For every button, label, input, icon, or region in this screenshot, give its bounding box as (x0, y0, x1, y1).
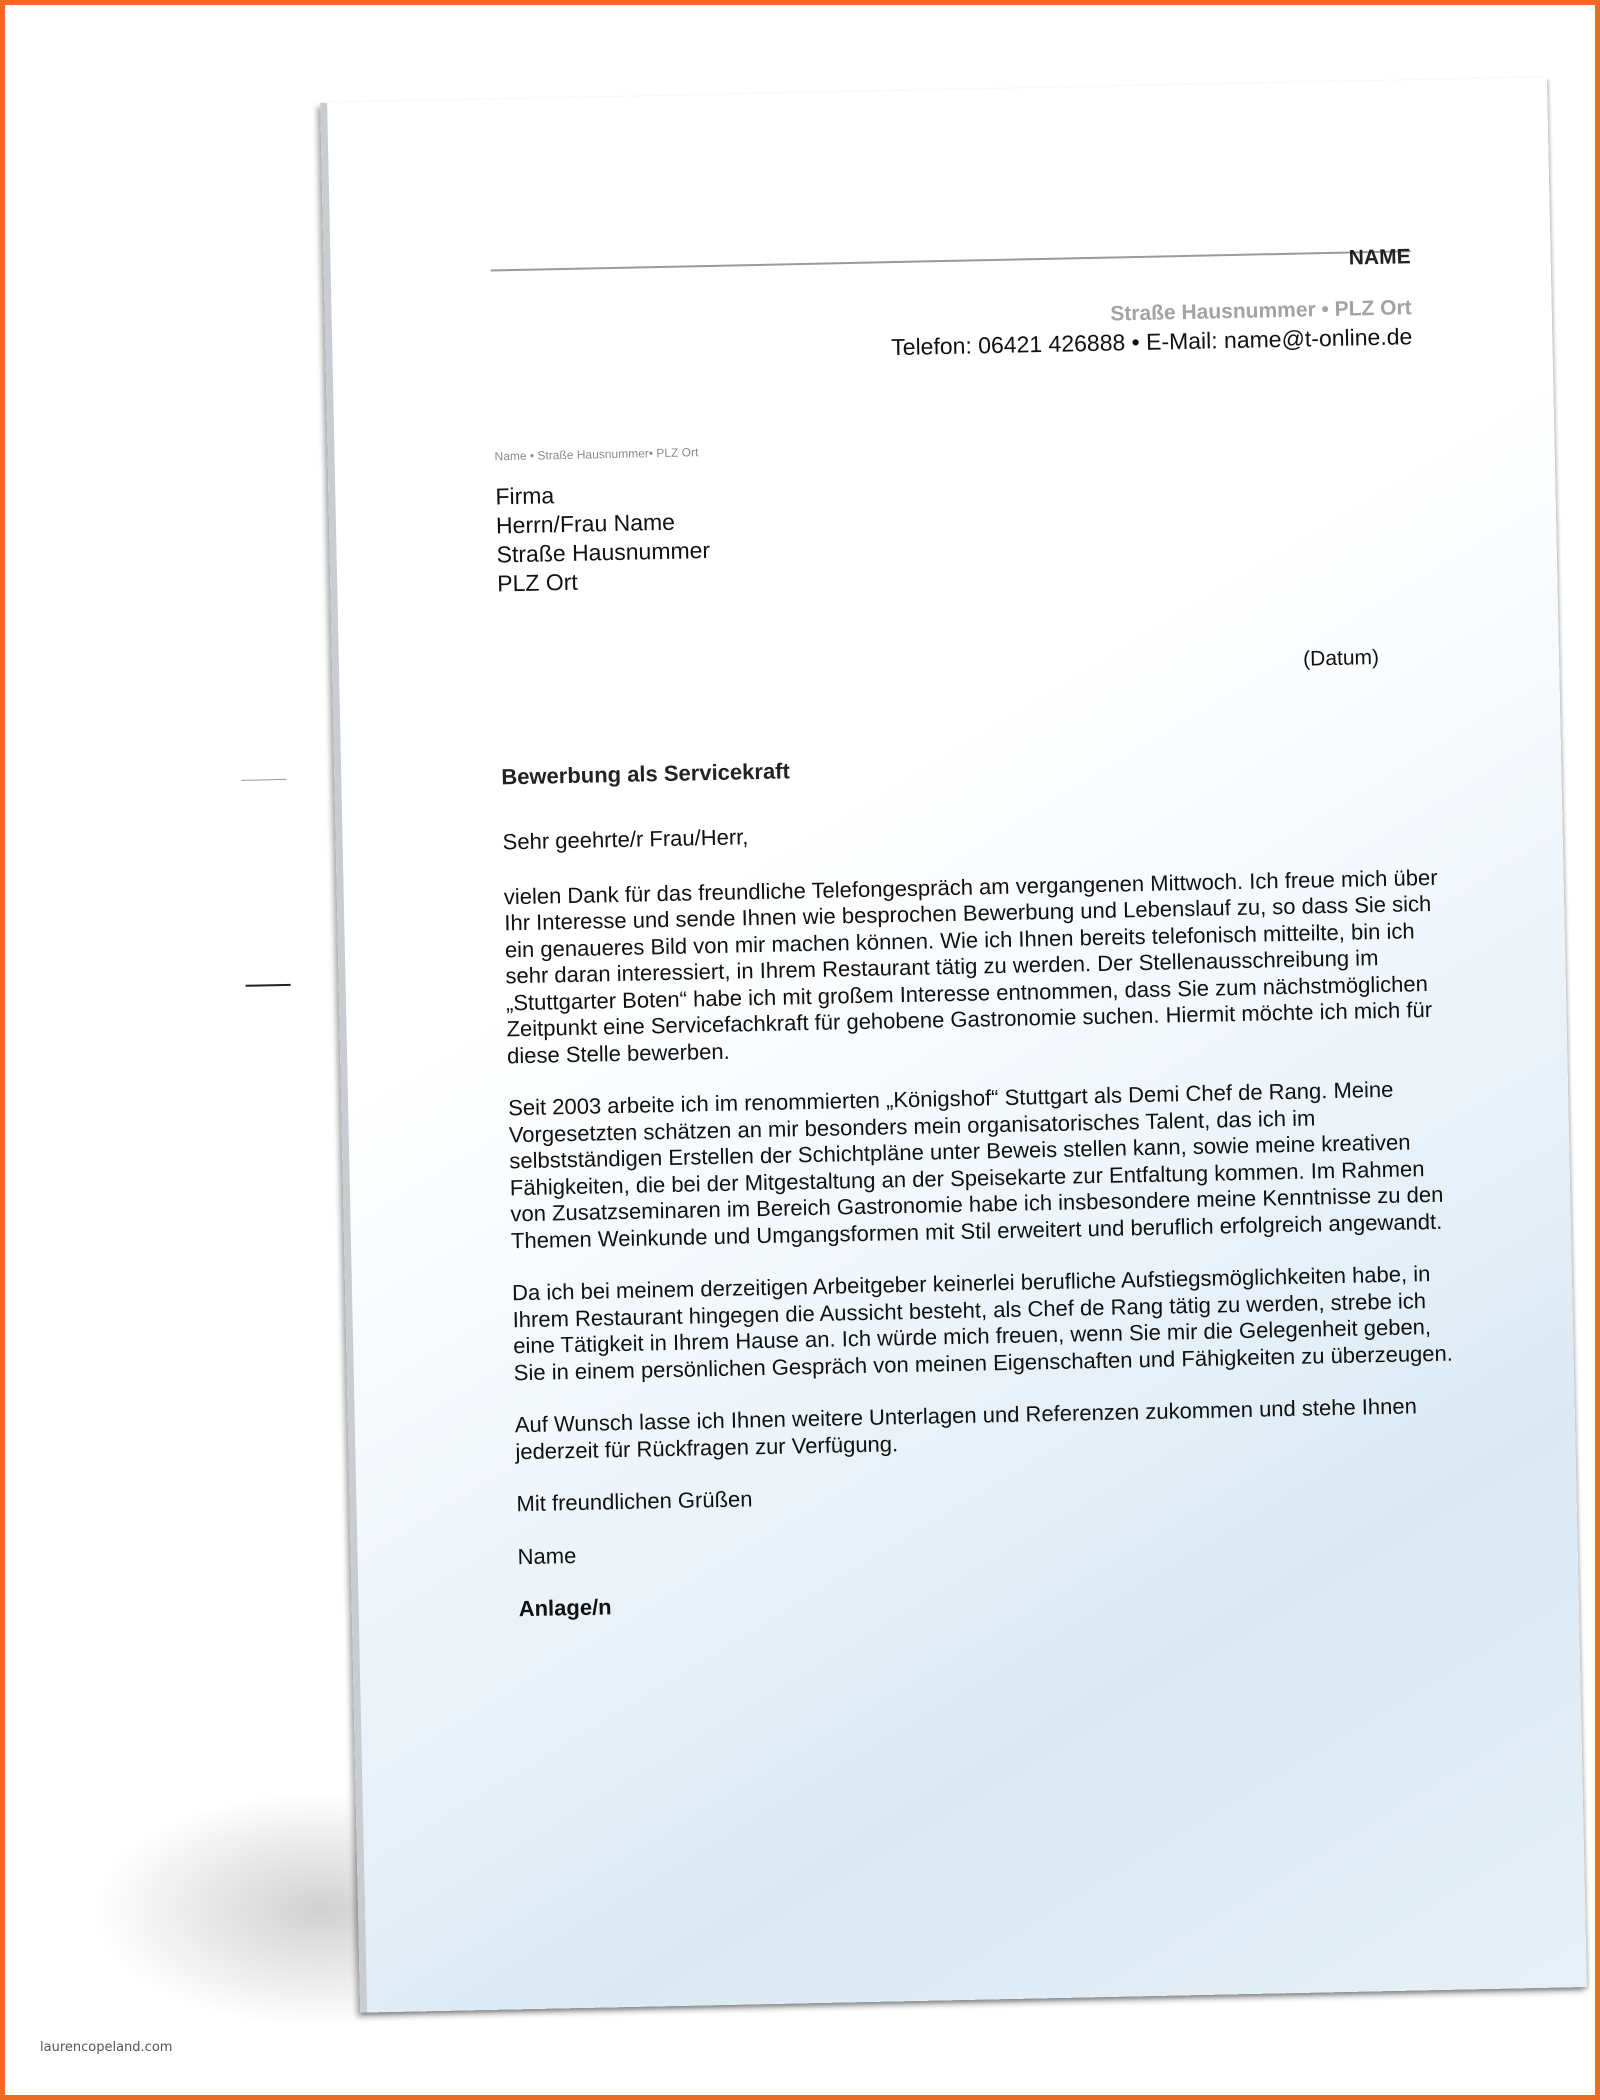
recipient-person: Herrn/Frau Name (495, 508, 676, 539)
attachments-label: Anlage/n (518, 1594, 612, 1622)
paragraph-4: Auf Wunsch lasse ich Ihnen weitere Unterlagen und Referenzen zukommen und stehe Ihnen jederzeit für Rückfragen zur Verfügung. (514, 1393, 1418, 1464)
sender-name: NAME (1348, 245, 1411, 270)
subject-line: Bewerbung als Servicekraft (501, 758, 791, 790)
closing: Mit freundlichen Grüßen (516, 1486, 753, 1517)
recipient-block (495, 478, 711, 598)
header-rule (491, 250, 1411, 271)
return-address-line: Name • Straße Hausnummer• PLZ Ort (494, 445, 699, 464)
letter-date: (Datum) (1302, 646, 1380, 671)
watermark: laurencopeland.com (40, 2040, 173, 2055)
recipient-city: PLZ Ort (496, 568, 579, 597)
letter-body (502, 810, 1459, 1649)
signature-name: Name (517, 1542, 577, 1569)
recipient-company: Firma (495, 482, 555, 510)
paragraph-2: Seit 2003 arbeite ich im renommierten „Königshof“ Stuttgart als Demi Chef de Rang. Meine Vorgesetzten schätzen an mir besonders mein organisatorisches Talent, das ich im selbstständigen Erstellen der Schichtpläne unter Beweis stellen kann, sowie meine kreativen Fähigkeiten, die bei der Mitgestaltung an der Speisekarte zur Entfaltung kommen. Im Rahmen von Zusatzseminaren im Bereich Gastronomie habe ich insbesondere meine Kenntnisse zu den Themen Weinkunde und Umgangsformen mit Stil erweitert und beruflich erfolgreich angewandt. (507, 1076, 1444, 1253)
recipient-street: Straße Hausnummer (496, 536, 711, 568)
paragraph-1: vielen Dank für das freundliche Telefongespräch am vergangenen Mittwoch. Ich freue mich über Ihr Interesse und sende Ihnen wie besprochen Bewerbung und Lebenslauf zu, so dass Sie sich ein genaueres Bild von mir machen können. Wie ich Ihnen bereits telefonisch mitteilte, bin ich sehr daran interessiert, in Ihrem Restaurant tätig zu werden. Der Stellenausschreibung im „Stuttgarter Boten“ habe ich mit großem Interesse entnommen, dass Sie zum nächstmöglichen Zeitpunkt eine Servicefachkraft für gehobene Gastronomie suchen. Hiermit möchte ich mich für diese Stelle bewerben. (503, 864, 1438, 1068)
salutation: Sehr geehrte/r Frau/Herr, (502, 824, 749, 855)
paragraph-3: Da ich bei meinem derzeitigen Arbeitgeber keinerlei berufliche Aufstiegsmöglichkeiten habe, in Ihrem Restaurant hingegen die Aussicht besteht, als Chef de Rang tätig zu werden, strebe ich eine Tätigkeit in Ihrem Hause an. Ich würde mich freuen, wenn Sie mir die Gelegenheit geben, Sie in einem persönlichen Gespräch von meinen Eigenschaften und Fähigkeiten zu überzeugen. (511, 1261, 1454, 1385)
letter-page (320, 77, 1587, 2012)
sender-address: Straße Hausnummer • PLZ Ort (1110, 296, 1412, 326)
sender-contact: Telefon: 06421 426888 • E-Mail: name@t-online.de (890, 323, 1413, 361)
